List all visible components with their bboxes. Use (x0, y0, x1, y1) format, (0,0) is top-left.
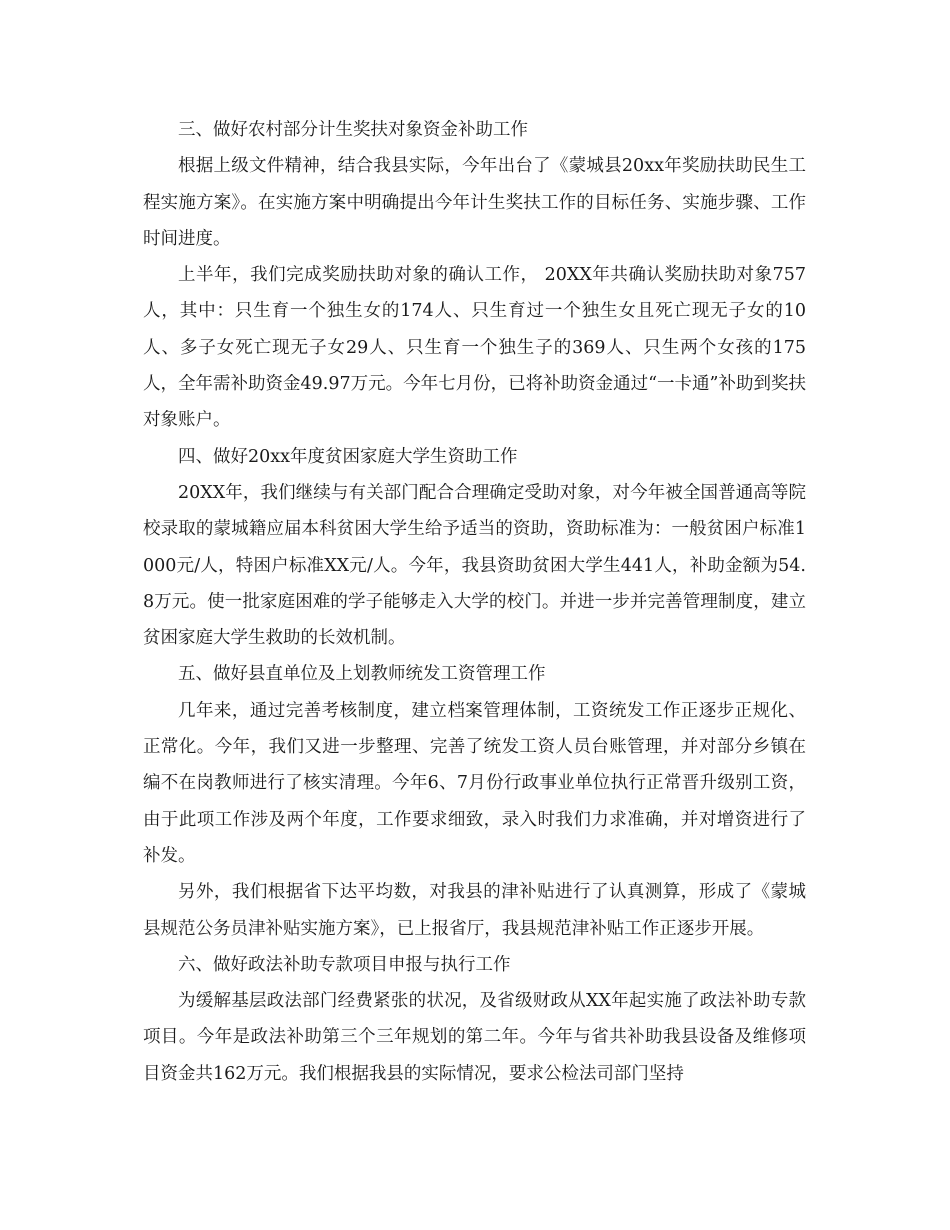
section-heading-5: 五、做好县直单位及上划教师统发工资管理工作 (178, 664, 546, 685)
section-heading-6: 六、做好政法补助专款项目申报与执行工作 (178, 954, 511, 975)
paragraph: 另外，我们根据省下达平均数，对我县的津补贴进行了认真测算，形成了《蒙城县规范公务员津补贴实施方案》，已上报省厅，我县规范津补贴工作正逐步开展。 (143, 882, 806, 939)
section-heading-4: 四、做好20xx年度贫困家庭大学生资助工作 (178, 446, 518, 467)
paragraph: 根据上级文件精神，结合我县实际，今年出台了《蒙城县20xx年奖励扶助民生工程实施方案》。在实施方案中明确提出今年计生奖扶工作的目标任务、实施步骤、工作时间进度。 (143, 156, 806, 249)
paragraph: 几年来，通过完善考核制度，建立档案管理体制，工资统发工作正逐步正规化、正常化。今年，我们又进一步整理、完善了统发工资人员台账管理，并对部分乡镇在编不在岗教师进行了核实清理。今年6、7月份行政事业单位执行正常晋升级别工资，由于此项工作涉及两个年度，工作要求细致，录入时我们力求准确，并对增资进行了补发。 (143, 700, 806, 866)
paragraph: 上半年，我们完成奖励扶助对象的确认工作， 20XX年共确认奖励扶助对象757人，其中：只生育一个独生女的174人、只生育过一个独生女且死亡现无子女的10人、多子女死亡现无子女29人、只生育一个独生子的369人、只生两个女孩的175人，全年需补助资金49.97万元。今年七月份，已将补助资金通过“一卡通”补助到奖扶对象账户。 (143, 265, 806, 431)
document-body (143, 112, 806, 1092)
section-heading-3: 三、做好农村部分计生奖扶对象资金补助工作 (178, 120, 528, 140)
paragraph: 为缓解基层政法部门经费紧张的状况，及省级财政从XX年起实施了政法补助专款项目。今年是政法补助第三个三年规划的第二年。今年与省共补助我县设备及维修项目资金共162万元。我们根据我县的实际情况，要求公检法司部门坚持 (143, 991, 806, 1084)
paragraph: 20XX年，我们继续与有关部门配合合理确定受助对象，对今年被全国普通高等院校录取的蒙城籍应届本科贫困大学生给予适当的资助，资助标准为：一般贫困户标准1000元/人，特困户标准XX元/人。今年，我县资助贫困大学生441人，补助金额为54.8万元。使一批家庭困难的学子能够走入大学的校门。并进一步并完善管理制度，建立贫困家庭大学生救助的长效机制。 (143, 482, 806, 649)
